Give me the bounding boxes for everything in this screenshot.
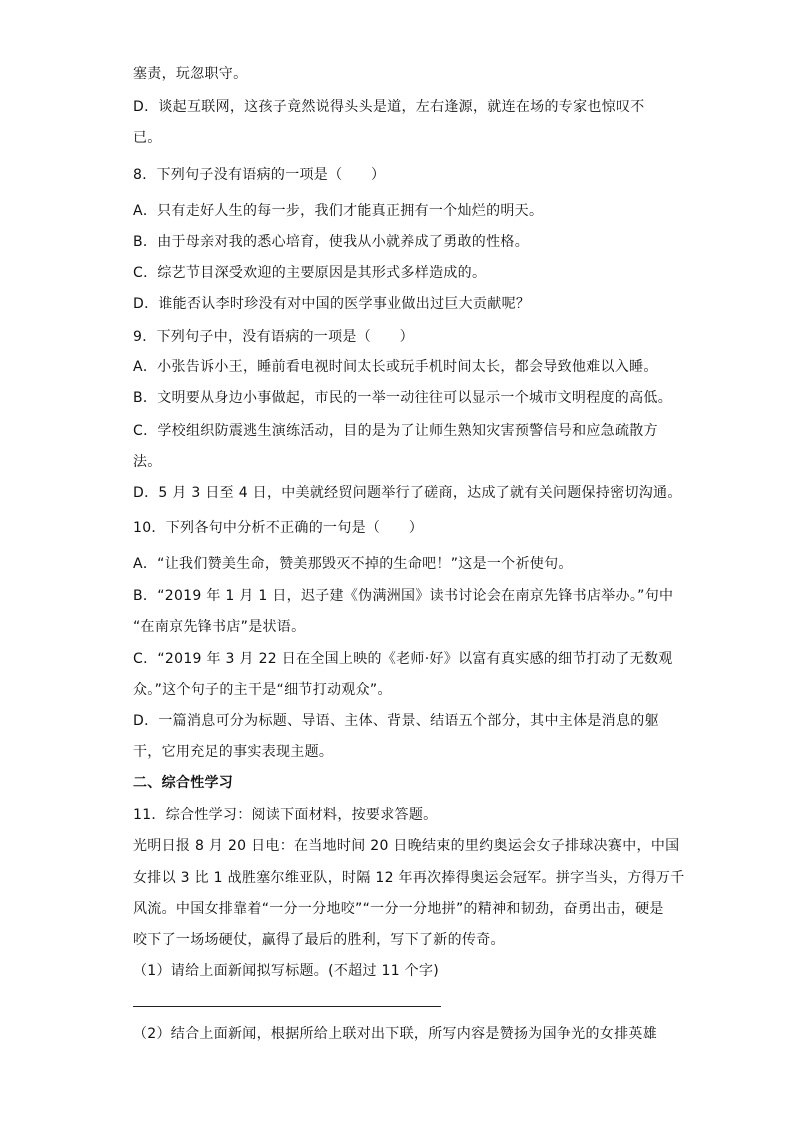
option-d: D．一篇消息可分为标题、导语、主体、背景、结语五个部分，其中主体是消息的躯 — [133, 713, 659, 729]
option-b: B．文明要从身边小事做起，市民的一举一动往往可以显示一个城市文明程度的高低。 — [133, 390, 673, 406]
passage-line: 光明日报 8 月 20 日电：在当地时间 20 日晚结束的里约奥运会女子排球决赛中，中国 — [133, 838, 680, 854]
option-a: A．“让我们赞美生命，赞美那毁灭不掉的生命吧！”这是一个祈使句。 — [133, 556, 573, 572]
sub-question-1: （1）请给上面新闻拟写标题。(不超过 11 个字) — [133, 963, 440, 979]
option-b: B．“2019 年 1 月 1 日，迟子建《伪满洲国》读书讨论会在南京先锋书店举办。”句中 — [133, 588, 674, 604]
option-c: C．学校组织防震逃生演练活动，目的是为了让师生熟知灾害预警信号和应急疏散方 — [133, 423, 658, 439]
passage-line: 风流。中国女排靠着“一分一分地咬”“一分一分地拼”的精神和韧劲，奋勇出击，硬是 — [133, 901, 664, 917]
option-a: A．小张告诉小王，睡前看电视时间太长或玩手机时间太长，都会导致他难以入睡。 — [133, 359, 658, 375]
answer-line — [133, 1006, 441, 1007]
text-line: 法。 — [133, 454, 162, 470]
text-line: 众。”这个句子的主干是“细节打动观众”。 — [133, 682, 392, 698]
passage-line: 女排以 3 比 1 战胜塞尔维亚队，时隔 12 年再次捧得奥运会冠军。拼字当头，方得万千 — [133, 870, 685, 886]
question-11: 11．综合性学习：阅读下面材料，按要求答题。 — [133, 807, 438, 823]
option-d: D．5 月 3 日至 4 日，中美就经贸问题举行了磋商，达成了就有关问题保持密切沟通。 — [133, 485, 682, 501]
option-c: C．综艺节目深受欢迎的主要原因是其形式多样造成的。 — [133, 265, 487, 281]
option-d-line: D．谈起互联网，这孩子竟然说得头头是道，左右逢源，就连在场的专家也惊叹不 — [133, 99, 645, 115]
passage-line: 咬下了一场场硬仗，赢得了最后的胜利，写下了新的传奇。 — [133, 932, 505, 948]
text-line: 已。 — [133, 130, 162, 146]
question-8: 8．下列句子没有语病的一项是（ ） — [133, 167, 386, 183]
question-10: 10．下列各句中分析不正确的一句是（ ） — [133, 520, 424, 536]
sub-question-2: （2）结合上面新闻，根据所给上联对出下联，所写内容是赞扬为国争光的女排英雄 — [133, 1026, 658, 1042]
option-b: B．由于母亲对我的悉心培育，使我从小就养成了勇敢的性格。 — [133, 234, 530, 250]
text-line: “在南京先锋书店”是状语。 — [133, 619, 306, 635]
option-c: C．“2019 年 3 月 22 日在全国上映的《老师·好》以富有真实感的细节打动了无数观 — [133, 651, 673, 667]
text-line: 干，它用充足的事实表现主题。 — [133, 744, 334, 760]
section-heading: 二、综合性学习 — [133, 775, 234, 791]
question-9: 9．下列句子中，没有语病的一项是（ ） — [133, 329, 414, 345]
option-a: A．只有走好人生的每一步，我们才能真正拥有一个灿烂的明天。 — [133, 203, 544, 219]
option-d: D．谁能否认李时珍没有对中国的医学事业做出过巨大贡献呢？ — [133, 296, 531, 312]
text-line: 塞责，玩忽职守。 — [133, 66, 248, 82]
